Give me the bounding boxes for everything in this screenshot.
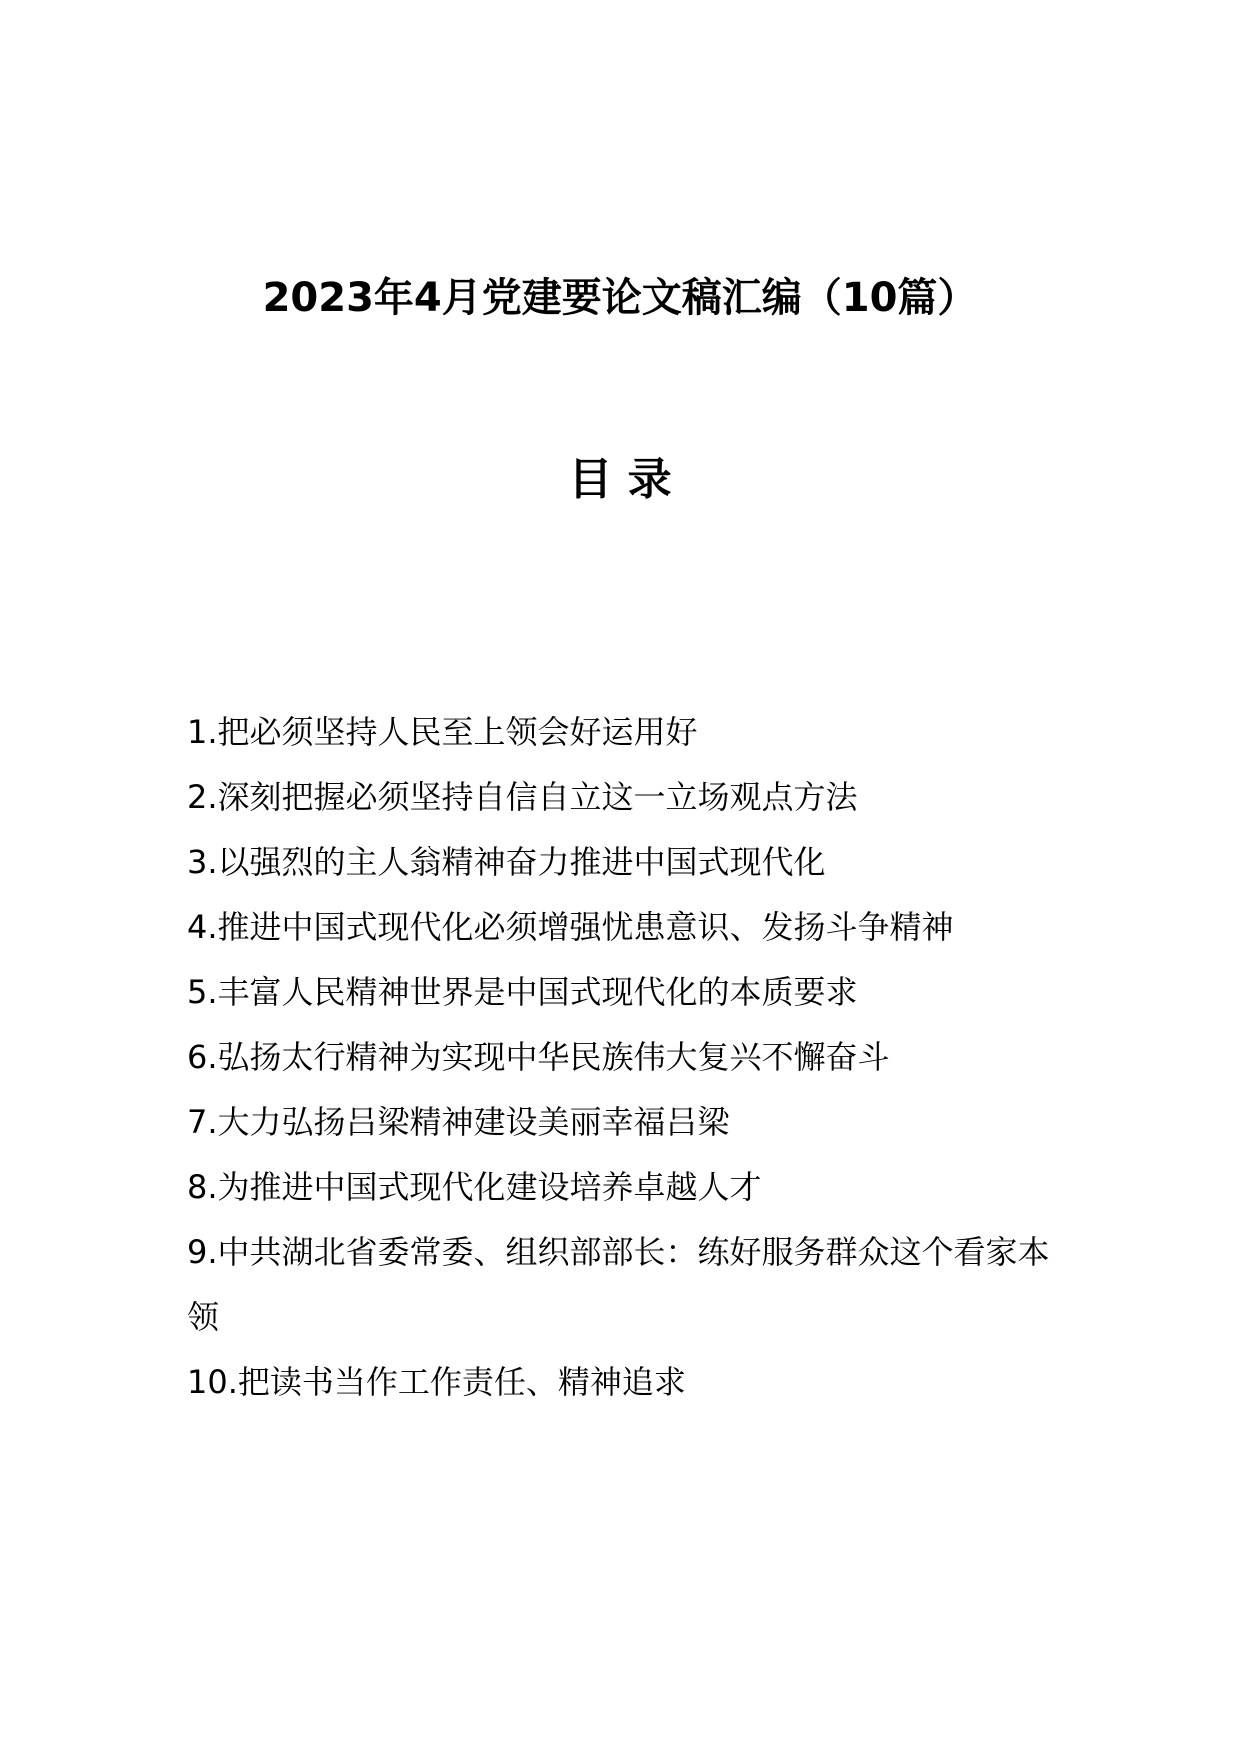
toc-item-3[interactable]: 3.以强烈的主人翁精神奋力推进中国式现代化 xyxy=(187,843,826,881)
toc-item-2[interactable]: 2.深刻把握必须坚持自信自立这一立场观点方法 xyxy=(187,778,858,816)
toc-item-10[interactable]: 10.把读书当作工作责任、精神追求 xyxy=(187,1363,686,1401)
toc-item-1[interactable]: 1.把必须坚持人民至上领会好运用好 xyxy=(187,713,698,751)
toc-heading: 目 录 xyxy=(568,454,672,505)
document-title: 2023年4月党建要论文稿汇编（10篇） xyxy=(262,275,978,321)
toc-item-8[interactable]: 8.为推进中国式现代化建设培养卓越人才 xyxy=(187,1168,762,1206)
toc-list xyxy=(187,700,1067,1415)
toc-item-7[interactable]: 7.大力弘扬吕梁精神建设美丽幸福吕梁 xyxy=(187,1103,730,1141)
toc-item-5[interactable]: 5.丰富人民精神世界是中国式现代化的本质要求 xyxy=(187,973,858,1011)
toc-item-9[interactable]: 9.中共湖北省委常委、组织部部长：练好服务群众这个看家本领 xyxy=(187,1233,1050,1336)
toc-item-6[interactable]: 6.弘扬太行精神为实现中华民族伟大复兴不懈奋斗 xyxy=(187,1038,890,1076)
toc-item-4[interactable]: 4.推进中国式现代化必须增强忧患意识、发扬斗争精神 xyxy=(187,908,954,946)
